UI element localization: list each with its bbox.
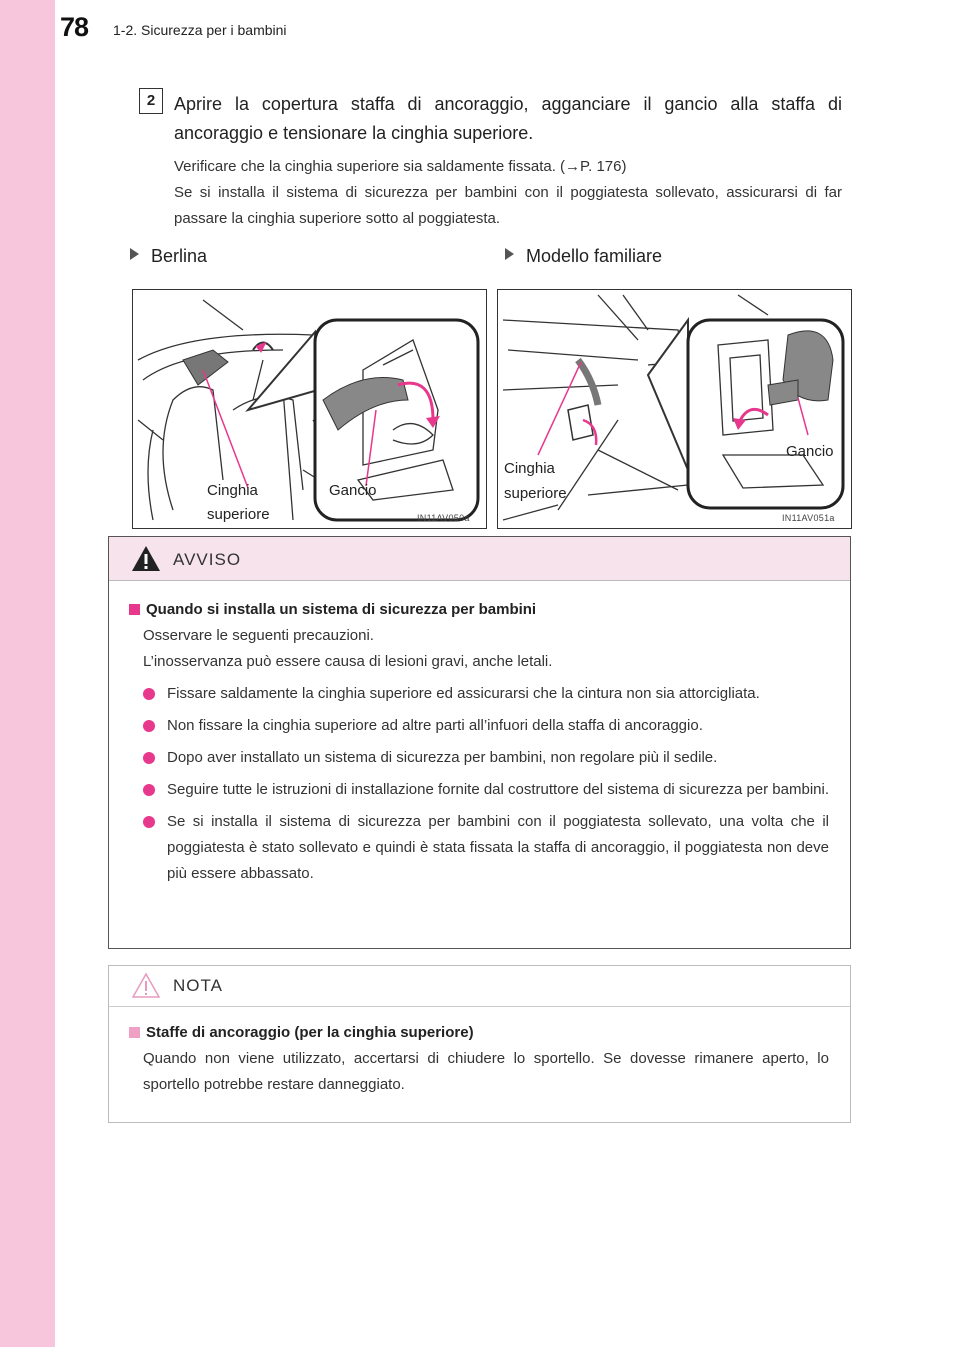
circle-bullet-icon [143,752,155,764]
label-hook: Gancio [329,482,377,499]
step-number: 2 [139,88,163,114]
triangle-bullet-icon [505,248,514,260]
figure-code: IN11AV051a [782,513,835,523]
square-bullet-icon [129,1027,140,1038]
section-title: 1-2. Sicurezza per i bambini [113,22,287,38]
note-title: NOTA [173,976,223,995]
note-heading: Staffe di ancoraggio (per la cinghia superiore) [129,1020,829,1046]
warning-bullet: Se si installa il sistema di sicurezza per bambini con il poggiatesta sollevato, una volta che il poggiatesta è stato sollevato e quindi è stata fissata la staffa di ancoraggio, il poggiatesta non deve più essere abbassato. [143,809,829,887]
circle-bullet-icon [143,784,155,796]
label-strap-line2: superiore [207,506,270,523]
page-sidebar-tab [0,0,55,1347]
warning-title: AVVISO [173,550,242,569]
triangle-bullet-icon [130,248,139,260]
caution-triangle-icon [131,972,161,999]
circle-bullet-icon [143,720,155,732]
warning-bullet: Fissare saldamente la cinghia superiore ed assicurarsi che la cintura non sia attorcigliata. [143,681,829,707]
warning-bullet: Dopo aver installato un sistema di sicurezza per bambini, non regolare più il sedile. [143,745,829,771]
circle-bullet-icon [143,688,155,700]
sedan-illustration [133,290,486,528]
label-strap-line1: Cinghia [207,482,258,499]
step-body-line: Se si installa il sistema di sicurezza per bambini con il poggiatesta sollevato, assicurarsi di far passare la cinghia superiore sotto al poggiatesta. [174,184,842,227]
label-strap-line2: superiore [504,485,567,502]
step-heading: Aprire la copertura staffa di ancoraggio, agganciare il gancio alla staffa di ancoraggio e tensionare la cinghia superiore. [174,94,842,143]
page-number: 78 [60,12,89,42]
warning-header [109,537,850,581]
warning-bullet: Non fissare la cinghia superiore ad altre parti all’infuori della staffa di ancoraggio. [143,713,829,739]
warning-bullet: Seguire tutte le istruzioni di installazione fornite dal costruttore del sistema di sicurezza per bambini. [143,777,829,803]
label-strap-line1: Cinghia [504,460,555,477]
warning-triangle-icon [131,545,161,572]
warning-intro: Osservare le seguenti precauzioni. [143,627,374,644]
step-body-line: Verificare che la cinghia superiore sia saldamente fissata. (→P. 176) [174,158,627,175]
figure-code: IN11AV050a [417,513,470,523]
variant-label-right: Modello familiare [505,246,662,267]
note-box [108,965,851,1123]
circle-bullet-icon [143,816,155,828]
figure-sedan [132,289,487,529]
step-body [174,154,842,232]
note-header [109,966,850,1007]
note-content [129,1020,829,1098]
warning-intro: L’inosservanza può essere causa di lesioni gravi, anche letali. [143,653,553,670]
warning-heading: Quando si installa un sistema di sicurezza per bambini [129,597,829,623]
square-bullet-icon [129,604,140,615]
warning-box [108,536,851,949]
variant-label-left: Berlina [130,246,207,267]
figure-wagon [497,289,852,529]
warning-content [129,597,829,887]
note-body: Quando non viene utilizzato, accertarsi di chiudere lo sportello. Se dovesse rimanere aperto, lo sportello potrebbe restare danneggiato. [143,1050,829,1093]
label-hook: Gancio [786,443,834,460]
